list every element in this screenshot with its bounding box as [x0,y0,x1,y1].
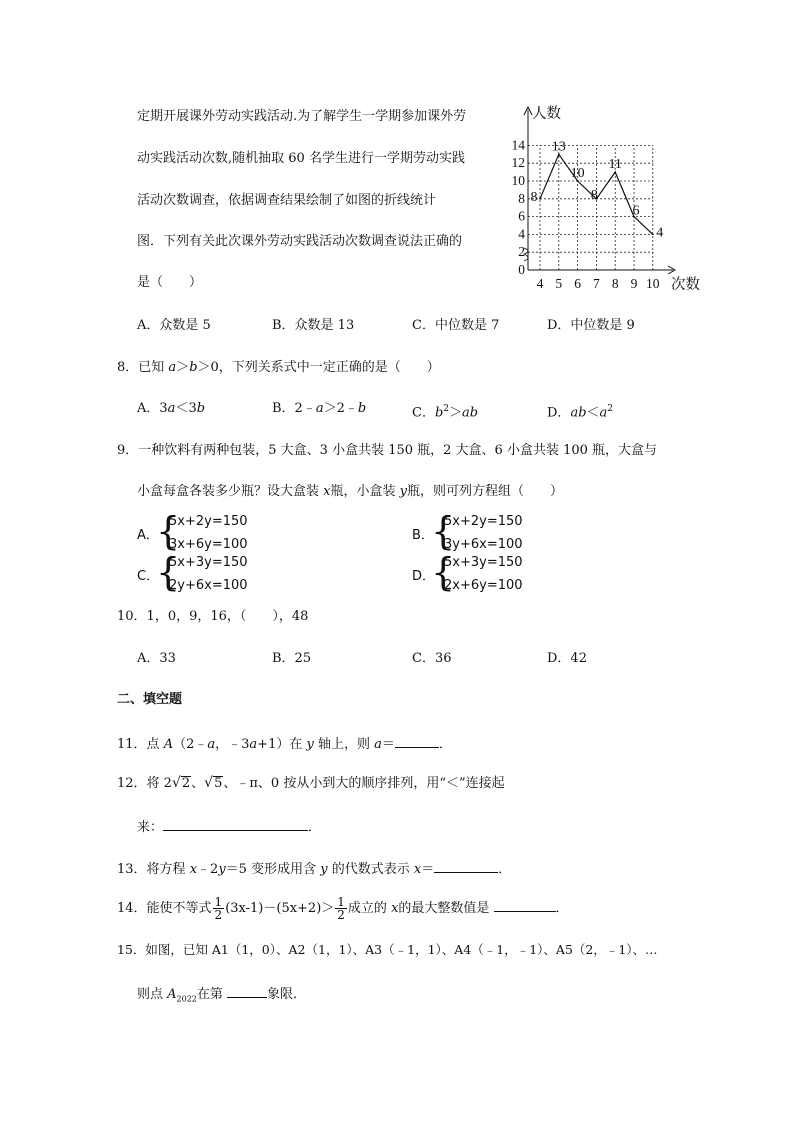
q8-option-b[interactable]: B．2﹣a＞2﹣b [272,401,367,416]
q14-fraction-2: $\frac{1}{2}$ [337,895,345,922]
q12-line-2: 来： ． [137,816,321,837]
q10-option-a[interactable]: A．33 [137,651,176,666]
y-tick-label: 8 [518,190,525,206]
q14-fraction-1: $\frac{1}{2}$ [214,895,223,922]
data-label: 13 [551,139,566,155]
q10-option-d[interactable]: D．42 [547,651,587,666]
y-tick-label: 0 [518,262,525,277]
x-tick-label: 9 [630,276,638,291]
y-axis-title: 人数 [532,106,561,122]
q12-line-1: 12．将 2√2、√5、﹣π、0 按从小到大的顺序排列，用“＜”连接起 [117,775,505,791]
y-tick-label: 6 [518,208,525,224]
x-tick-label: 5 [555,276,563,291]
y-tick-label: 2 [518,244,525,260]
q7-line-5: 是（ ） [137,275,203,290]
data-point [539,198,541,200]
data-label: 6 [632,203,640,219]
chart-axes [524,107,675,274]
data-point [652,234,654,236]
line-chart [505,98,710,293]
q13: 13．将方程 x﹣2y＝5 变形成用含 y 的代数式表示 x＝ ． [117,858,511,879]
x-tick-label: 6 [574,276,581,291]
q14-answer-blank[interactable] [494,897,556,912]
q9-option-a[interactable]: A． { 5x+2y=150 3x+6y=100 [137,509,248,553]
q7-line-1: 定期开展课外劳动实践活动.为了解学生一学期参加课外劳 [137,109,467,124]
q13-answer-blank[interactable] [434,858,498,873]
data-label: 8 [530,189,538,205]
x-tick-label: 10 [646,276,660,291]
q12-answer-blank[interactable] [163,816,308,831]
q11-answer-blank[interactable] [395,733,439,748]
q14: 14．能使不等式 $\frac{1}{2}$ (3x-1)－(5x+2)＞ $\frac{1}{2}$ 成立的 x的最大整数值是 ． [117,895,569,922]
q7-option-c[interactable]: C．中位数是 7 [412,318,500,333]
q9-line-1: 9．一种饮料有两种包装，5 大盒、3 小盒共装 150 瓶，2 大盒、6 小盒共装 100 瓶，大盒与 [117,443,658,458]
y-tick-label: 12 [511,155,525,171]
q7-line-3: 活动次数调查，依据调查结果绘制了如图的折线统计 [137,193,437,208]
y-tick-label: 4 [518,226,525,242]
x-tick-label: 4 [536,276,544,291]
x-axis-title: 次数 [671,277,700,293]
q15-answer-blank[interactable] [227,983,267,998]
data-label: 4 [656,225,664,241]
y-tick-label: 14 [511,137,525,153]
section-heading: 二、填空题 [117,692,183,707]
q7-line-4: 图．下列有关此次课外劳动实践活动次数调查说法正确的 [137,234,463,249]
q11: 11．点 A（2﹣a，﹣3a+1）在 y 轴上，则 a＝ ． [117,733,452,754]
q9-option-b[interactable]: B． { 5x+2y=150 3y+6x=100 [412,509,523,553]
q7-option-d[interactable]: D．中位数是 9 [547,318,635,333]
x-tick-label: 8 [611,276,619,291]
x-tick-label: 7 [593,276,600,291]
q7-option-b[interactable]: B．众数是 13 [272,318,355,333]
q10-option-c[interactable]: C．36 [412,651,452,666]
y-tick-label: 10 [511,173,525,188]
q7-line-2: 动实践活动次数,随机抽取 60 名学生进行一学期劳动实践 [137,151,465,166]
q15-line-2: 则点 $A_{2022}$在第 象限． [137,983,306,1009]
q8-option-c[interactable]: C．$b^2>ab$ [412,404,479,421]
q8-option-a[interactable]: A．3a＜3b [137,401,206,416]
q8-option-d[interactable]: D．$ab<a^2$ [547,404,614,421]
data-label: 8 [590,187,598,203]
q10-option-b[interactable]: B．25 [272,651,312,666]
q9-line-2: 小盒每盒各装多少瓶？设大盒装 x瓶，小盒装 y瓶，则可列方程组（ ） [137,484,563,499]
q10-stem: 10．1，0，9，16，（ ），48 [117,609,309,624]
q15-line-1: 15．如图，已知 A1（1，0）、A2（1，1）、A3（﹣1，1）、A4（﹣1，﹣1）、A5（2，﹣1）、… [117,942,658,957]
q9-option-d[interactable]: D． { 5x+3y=150 2x+6y=100 [412,550,523,594]
q7-option-a[interactable]: A．众数是 5 [137,318,211,333]
data-label: 11 [608,157,622,173]
q8-stem: 8．已知 a＞b＞0，下列关系式中一定正确的是（ ） [117,360,440,375]
data-label: 10 [570,166,585,181]
q9-option-c[interactable]: C． { 5x+3y=150 2y+6x=100 [137,550,248,594]
